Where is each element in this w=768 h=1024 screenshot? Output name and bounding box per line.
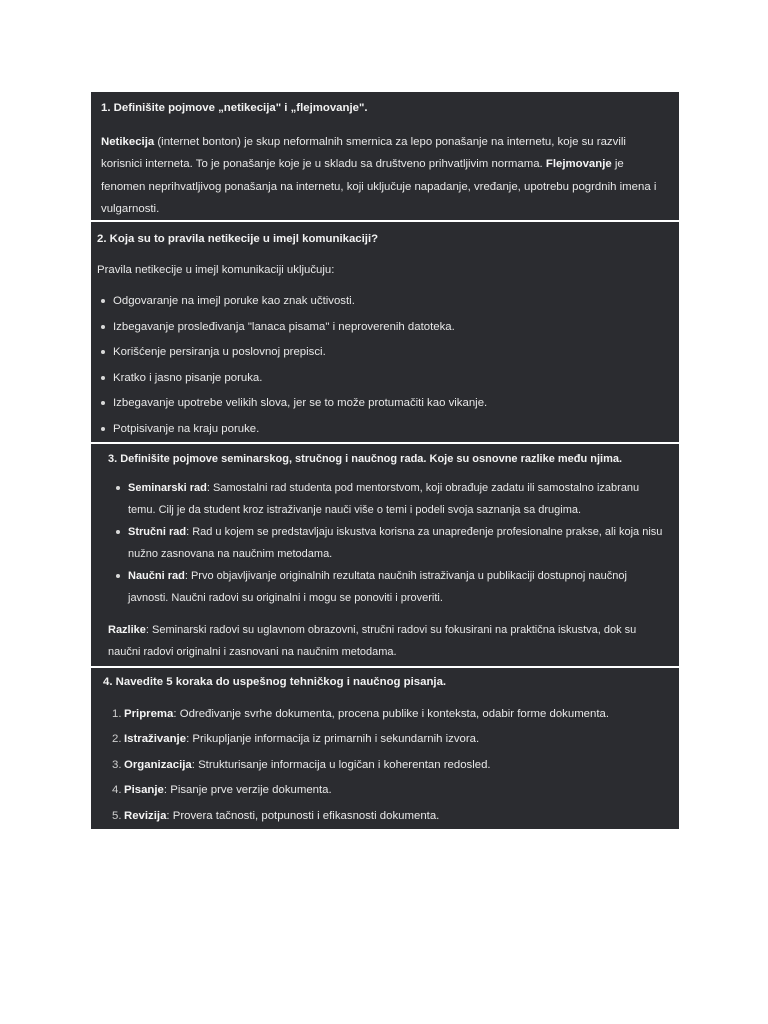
- netiquette-rules-list: [97, 290, 673, 440]
- list-item: [103, 754, 669, 777]
- question-1-panel: [91, 92, 679, 222]
- list-item: [103, 779, 669, 802]
- naucni-rad-definition: : Prvo objavljivanje originalnih rezultata naučnih istraživanja u publikaciji dostupnoj naučnoj javnosti. Naučni radovi su originalni i mogu se ponoviti i proveriti.: [128, 570, 627, 604]
- step-text: : Prikupljanje informacija iz primarnih i sekundarnih izvora.: [186, 733, 480, 745]
- step-text: : Pisanje prve verzije dokumenta.: [163, 784, 332, 796]
- list-item: [103, 805, 669, 828]
- question-4-title: 4. Navedite 5 koraka do uspešnog tehničkog i naučnog pisanja.: [103, 676, 447, 688]
- step-number: 3.: [112, 758, 122, 771]
- term-flejmovanje: Flejmovanje: [545, 158, 612, 170]
- term-razlike: Razlike: [108, 624, 146, 636]
- step-number: 4.: [112, 784, 122, 796]
- differences-paragraph: [108, 619, 669, 663]
- step-number: 2.: [112, 733, 122, 745]
- paper-types-list: [108, 477, 669, 609]
- step-term: Organizacija: [124, 758, 192, 771]
- list-item: [103, 728, 669, 751]
- step-number: 1.: [112, 707, 122, 720]
- term-seminarski-rad: Seminarski rad: [128, 482, 207, 494]
- writing-steps-list: [103, 703, 669, 828]
- step-number: 5.: [112, 809, 122, 822]
- step-text: : Određivanje svrhe dokumenta, procena publike i konteksta, odabir forme dokumenta.: [173, 707, 610, 720]
- strucni-rad-definition: : Rad u kojem se predstavljaju iskustva korisna za unapređenje profesionalne prakse, ali koja nisu nužno zasnovana na naučnim metodama.: [128, 526, 663, 560]
- question-2-title: 2. Koja su to pravila netikecije u imejl komunikaciji?: [97, 233, 379, 245]
- list-item: [108, 477, 669, 521]
- question-2-panel: [91, 222, 679, 444]
- list-item: Potpisivanje na kraju poruke.: [97, 418, 673, 441]
- list-item: Izbegavanje upotrebe velikih slova, jer se to može protumačiti kao vikanje.: [97, 392, 673, 415]
- term-naucni-rad: Naučni rad: [128, 570, 185, 582]
- document-sheet: [91, 92, 679, 829]
- list-item: Kratko i jasno pisanje poruka.: [97, 367, 673, 390]
- question-1-answer: [101, 131, 669, 221]
- list-item: [108, 565, 669, 609]
- term-netikecija: Netikecija: [101, 135, 155, 148]
- step-term: Revizija: [124, 809, 167, 822]
- list-item: [103, 703, 669, 726]
- step-text: : Provera tačnosti, potpunosti i efikasnosti dokumenta.: [166, 809, 440, 822]
- step-term: Istraživanje: [124, 733, 187, 745]
- term-strucni-rad: Stručni rad: [128, 526, 187, 538]
- question-3-panel: [91, 444, 679, 668]
- differences-text: : Seminarski radovi su uglavnom obrazovni, stručni radovi su fokusirani na praktična iskustva, dok su naučni radovi originalni i zasnovani na naučnim metodama.: [108, 624, 637, 658]
- step-term: Priprema: [124, 707, 174, 720]
- step-text: : Strukturisanje informacija u logičan i koherentan redosled.: [191, 758, 491, 771]
- question-1-title: 1. Definišite pojmove „netikecija" i „flejmovanje".: [101, 102, 368, 114]
- question-2-intro: Pravila netikecije u imejl komunikaciji uključuju:: [97, 263, 335, 276]
- list-item: Izbegavanje prosleđivanja "lanaca pisama" i neproverenih datoteka.: [97, 316, 673, 339]
- seminarski-rad-definition: : Samostalni rad studenta pod mentorstvom, koji obrađuje zadatu ili samostalno izabranu temu. Cilj je da student kroz istraživanje nauči više o temi i podeli svoja saznanja sa drugima.: [128, 482, 640, 516]
- list-item: Korišćenje persiranja u poslovnoj prepisci.: [97, 341, 673, 364]
- question-4-panel: [91, 668, 679, 829]
- list-item: [108, 521, 669, 565]
- list-item: Odgovaranje na imejl poruke kao znak učtivosti.: [97, 290, 673, 313]
- question-3-title: 3. Definišite pojmove seminarskog, stručnog i naučnog rada. Koje su osnovne razlike među njima.: [108, 453, 623, 465]
- step-term: Pisanje: [124, 784, 164, 796]
- flejmovanje-definition: je fenomen neprihvatljivog ponašanja na internetu, koji uključuje napadanje, vređanje, upotrebu pogrdnih imena i vulgarnosti.: [101, 158, 657, 215]
- netikecija-definition: (internet bonton) je skup neformalnih smernica za lepo ponašanje na internetu, koje su razvili korisnici interneta. To je ponašanje koje je u skladu sa društveno prihvatljivim normama.: [101, 135, 626, 170]
